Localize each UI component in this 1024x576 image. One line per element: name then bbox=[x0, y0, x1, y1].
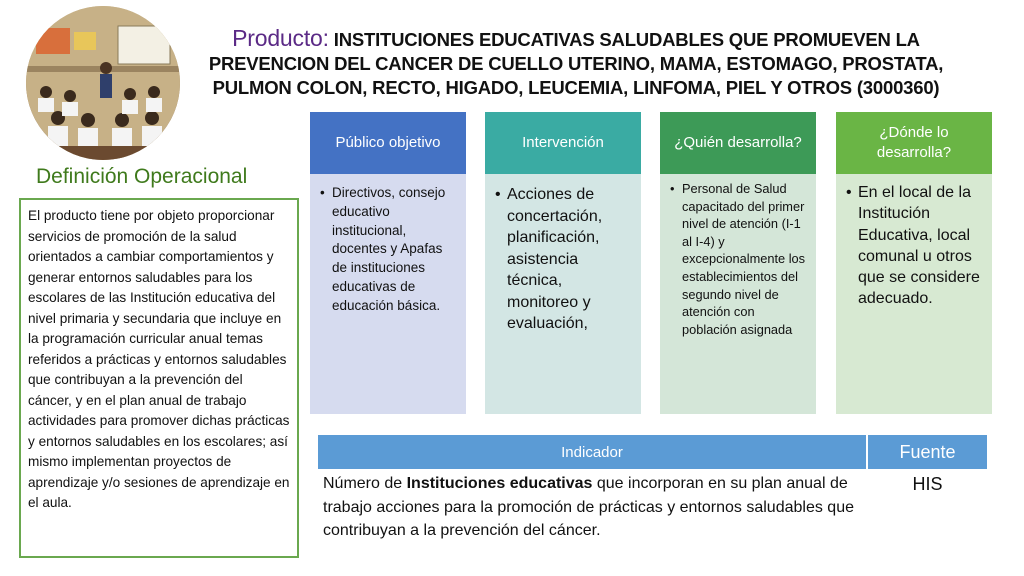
column-publico-objetivo bbox=[310, 112, 466, 414]
column-intervencion bbox=[485, 112, 641, 414]
column-item: • Personal de Salud capacitado del primer nivel de atención (I-1 al I-4) y excepcionalmente los establecimientos del segundo nivel de atención con población asignada bbox=[670, 180, 806, 338]
indicator-text-bold: Instituciones educativas bbox=[406, 475, 593, 492]
column-item: • En el local de la Institución Educativa, local comunal u otros que se considere adecuado. bbox=[846, 182, 982, 310]
title-text: INSTITUCIONES EDUCATIVAS SALUDABLES QUE PROMUEVEN LA PREVENCION DEL CANCER DE CUELLO UTERINO, MAMA, ESTOMAGO, PROSTATA, PULMON COLON, RECTO, HIGADO, LEUCEMIA, LINFOMA, PIEL Y OTROS (3000360) bbox=[208, 29, 944, 98]
column-header: Intervención bbox=[485, 112, 641, 174]
column-body bbox=[660, 174, 816, 414]
column-donde-desarrolla bbox=[836, 112, 992, 414]
column-header: ¿Dónde lo desarrolla? bbox=[836, 112, 992, 174]
definition-text: El producto tiene por objeto proporcionar servicios de promoción de la salud orientados a cambiar comportamientos y generar entornos saludables para los escolares de las Institución educativa del nivel primaria y secundaria que incluye en la programación curricular anual temas referidos a prácticas y entornos saludables que contribuyan a la prevención del cáncer, y en el plan anual de trabajo actividades para promover dichas prácticas y entornos saludables en los escolares; así mismo implementan proyectos de aprendizaje y/o sesiones de aprendizaje en el aula. bbox=[28, 208, 290, 510]
definition-box bbox=[19, 198, 299, 558]
classroom-photo bbox=[26, 6, 180, 160]
page-title bbox=[186, 26, 966, 100]
column-body bbox=[485, 174, 641, 414]
column-header: ¿Quién desarrolla? bbox=[660, 112, 816, 174]
source-header: Fuente bbox=[868, 435, 987, 469]
column-header: Público objetivo bbox=[310, 112, 466, 174]
column-quien-desarrolla bbox=[660, 112, 816, 414]
indicator-text bbox=[323, 472, 868, 543]
definition-heading: Definición Operacional bbox=[36, 165, 248, 188]
column-item: • Directivos, consejo educativo institucional, docentes y Apafas de instituciones educativas de educación básica. bbox=[320, 184, 456, 316]
title-prefix: Producto: bbox=[232, 25, 329, 51]
indicator-text-before: Número de bbox=[323, 475, 407, 492]
column-body bbox=[310, 174, 466, 414]
indicator-text-after: que incorporan en su plan anual de trabajo acciones para la promoción de prácticas y entornos saludables que contribuyan a la prevención del cáncer. bbox=[323, 475, 854, 539]
source-value: HIS bbox=[912, 474, 943, 494]
indicator-header: Indicador bbox=[318, 435, 866, 469]
column-item: • Acciones de concertación, planificación, asistencia técnica, monitoreo y evaluación, bbox=[495, 184, 631, 335]
column-body bbox=[836, 174, 992, 414]
classroom-illustration bbox=[26, 6, 180, 160]
